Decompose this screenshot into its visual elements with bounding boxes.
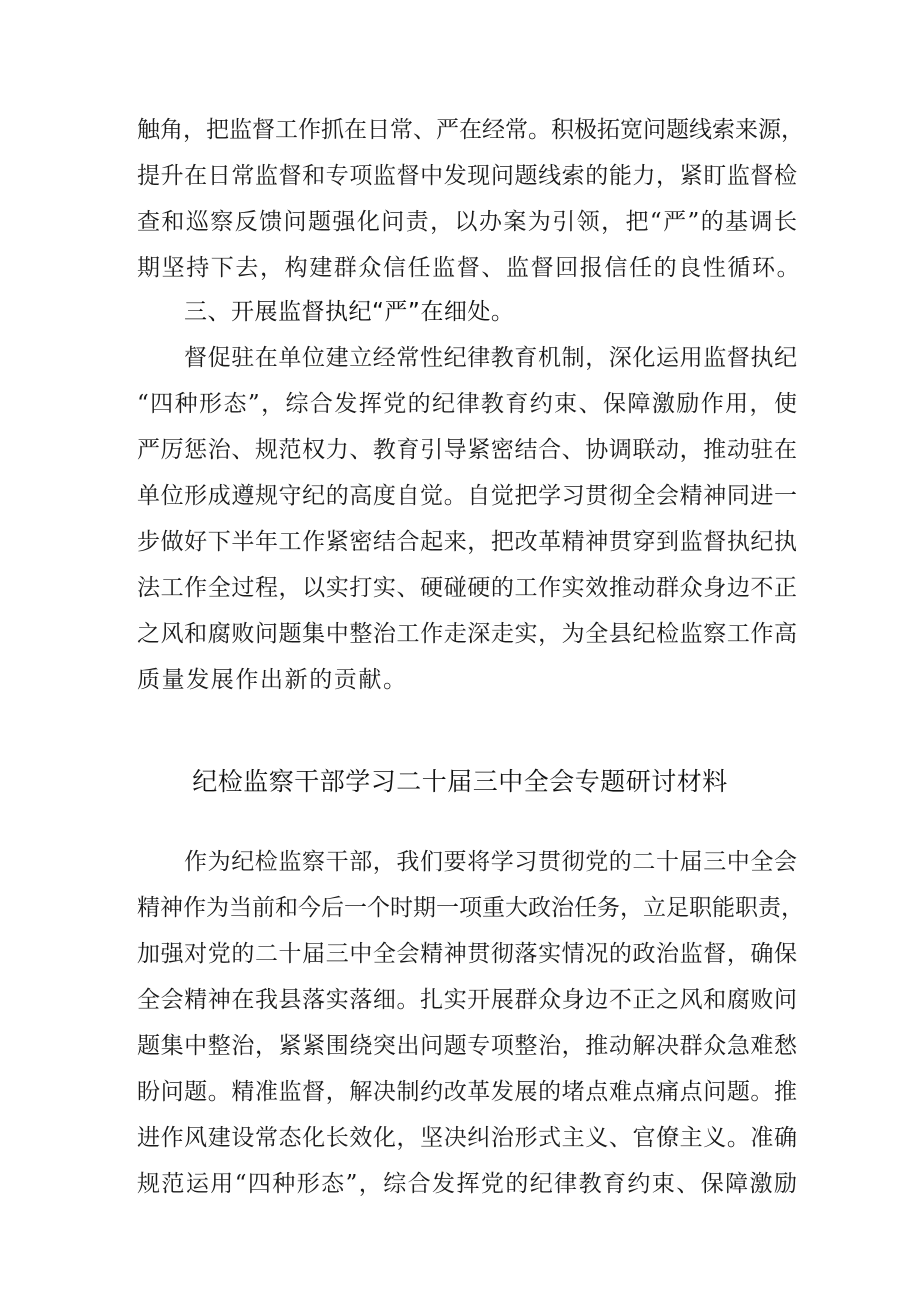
paragraph-line: 查和巡察反馈问题强化问责，以办案为引领，把“严”的基调长: [137, 209, 797, 235]
paragraph-line: 单位形成遵规守纪的高度自觉。自觉把学习贯彻全会精神同进一: [137, 483, 797, 509]
paragraph-line: 规范运用“四种形态”，综合发挥党的纪律教育约束、保障激励: [137, 1171, 797, 1197]
paragraph-line: 盼问题。精准监督，解决制约改革发展的堵点难点痛点问题。推: [137, 1079, 797, 1105]
paragraph-line: 严厉惩治、规范权力、教育引导紧密结合、协调联动，推动驻在: [137, 437, 797, 463]
paragraph-line: 步做好下半年工作紧密结合起来，把改革精神贯穿到监督执纪执: [137, 529, 797, 555]
paragraph-line: 期坚持下去，构建群众信任监督、监督回报信任的良性循环。: [137, 255, 802, 281]
paragraph-line: 法工作全过程，以实打实、硬碰硬的工作实效推动群众身边不正: [137, 575, 797, 601]
section-heading: 三、开展监督执纪“严”在细处。: [184, 299, 515, 325]
paragraph-line: 进作风建设常态化长效化，坚决纠治形式主义、官僚主义。准确: [137, 1125, 797, 1151]
paragraph-line: 精神作为当前和今后一个时期一项重大政治任务，立足职能职责，: [137, 895, 804, 921]
paragraph-line: 作为纪检监察干部，我们要将学习贯彻党的二十届三中全会: [184, 849, 797, 875]
paragraph-line: 加强对党的二十届三中全会精神贯彻落实情况的政治监督，确保: [137, 941, 797, 967]
paragraph-line: 触角，把监督工作抓在日常、严在经常。积极拓宽问题线索来源，: [137, 117, 804, 143]
paragraph-line: 题集中整治，紧紧围绕突出问题专项整治，推动解决群众急难愁: [137, 1033, 797, 1059]
paragraph-line: 质量发展作出新的贡献。: [137, 667, 408, 693]
article-title: 纪检监察干部学习二十届三中全会专题研讨材料: [192, 767, 728, 796]
paragraph-line: 之风和腐败问题集中整治工作走深走实，为全县纪检监察工作高: [137, 621, 797, 647]
paragraph-line: “四种形态”，综合发挥党的纪律教育约束、保障激励作用，使: [137, 391, 797, 417]
paragraph-line: 督促驻在单位建立经常性纪律教育机制，深化运用监督执纪: [184, 345, 797, 371]
paragraph-line: 提升在日常监督和专项监督中发现问题线索的能力，紧盯监督检: [137, 163, 797, 189]
paragraph-line: 全会精神在我县落实落细。扎实开展群众身边不正之风和腐败问: [137, 987, 797, 1013]
